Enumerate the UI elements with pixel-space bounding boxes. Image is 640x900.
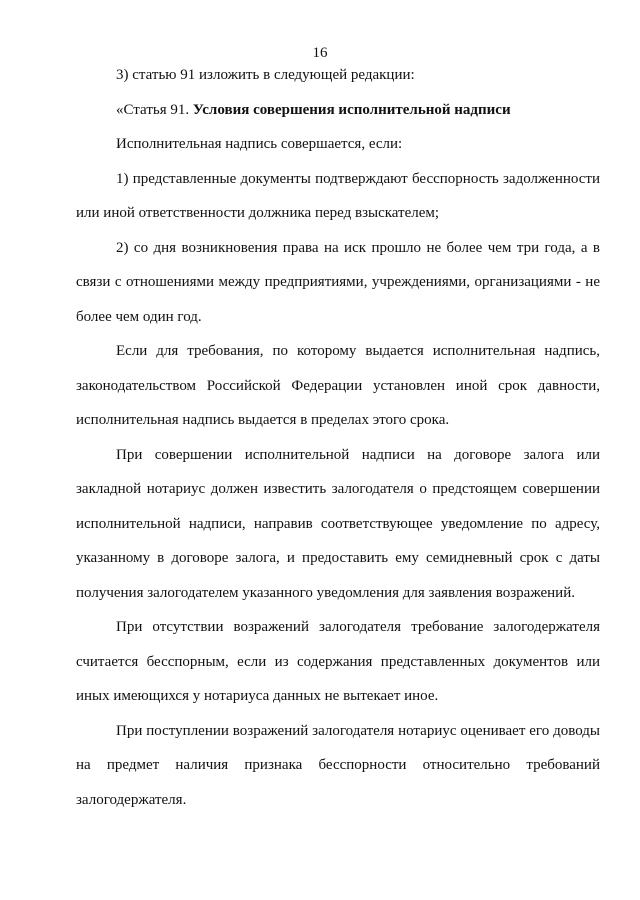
article-prefix: «Статья 91. (116, 101, 190, 118)
page-number: 16 (312, 45, 328, 61)
paragraph-6: При отсутствии возражений залогодателя требование залогодержателя считается бесспорным, если из содержания представленных документов или иных имеющихся у нотариуса данных не вытекает иное. (76, 619, 600, 704)
paragraph-2: 1) представленные документы подтверждают бесспорность задолженности или иной ответственности должника перед взыскателем; (76, 170, 600, 221)
document-body (76, 58, 600, 817)
paragraph-4: Если для требования, по которому выдается исполнительная надпись, законодательством Российской Федерации установлен иной срок давности, исполнительная надпись выдается в пределах этого срока. (76, 343, 600, 428)
intro-paragraph: 3) статью 91 изложить в следующей редакции: (116, 67, 415, 83)
article-heading (76, 93, 600, 128)
paragraph-7: При поступлении возражений залогодателя нотариус оценивает его доводы на предмет наличия признака бесспорности относительно требований залогодержателя. (76, 722, 600, 808)
paragraph-3: 2) со дня возникновения права на иск прошло не более чем три года, а в связи с отношениями между предприятиями, учреждениями, организациями - не более чем один год. (76, 239, 600, 325)
article-title: Условия совершения исполнительной надписи (192, 101, 511, 118)
paragraph-5: При совершении исполнительной надписи на договоре залога или закладной нотариус должен известить залогодателя о предстоящем совершении исполнительной надписи, направив соответствующее уведомление по адресу, указанному в договоре залога, и предоставить ему семидневный срок с даты получения залогодателем указанного уведомления для заявления возражений. (76, 446, 600, 601)
paragraph-1: Исполнительная надпись совершается, если: (116, 136, 403, 152)
